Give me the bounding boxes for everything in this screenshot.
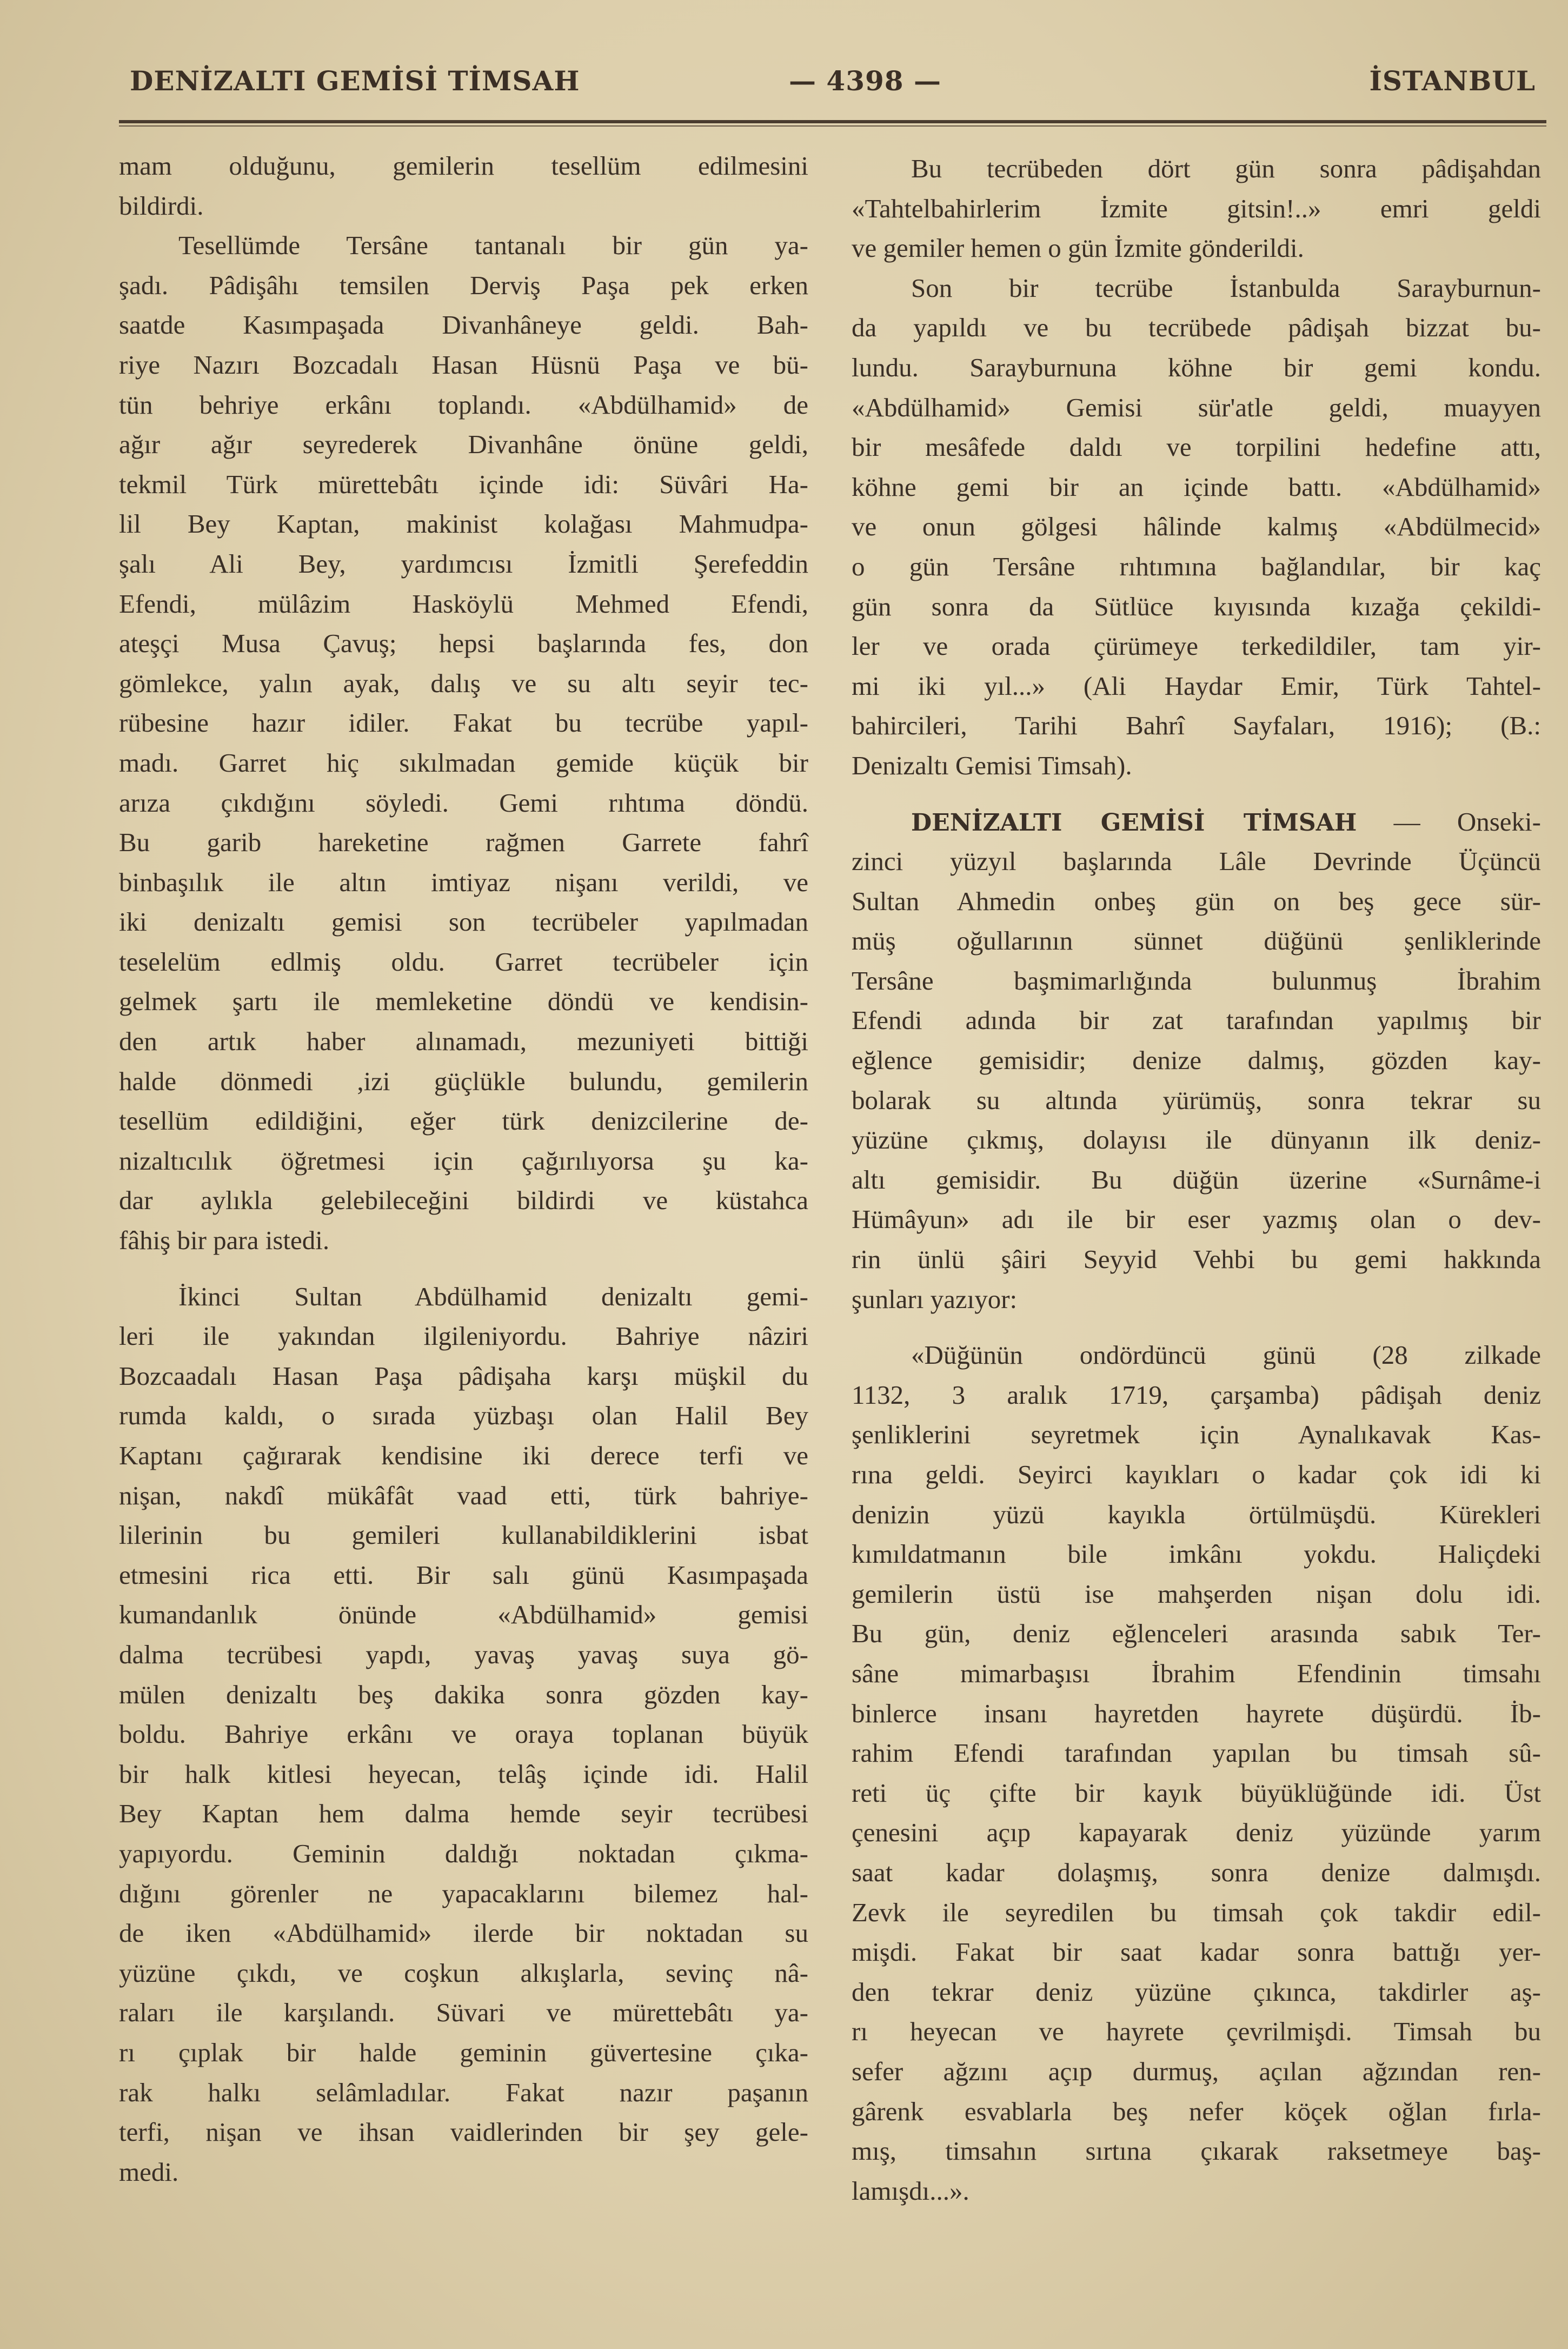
text-line: bir halk kitlesi heyecan, telâş içinde idi. Halil (119, 1759, 808, 1789)
text-line: rin ünlü şâiri Seyyid Vehbi bu gemi hakkında (852, 1244, 1541, 1275)
text-line: Son bir tecrübe İstanbulda Sarayburnun- (911, 273, 1541, 303)
text-line: Tesellümde Tersâne tantanalı bir gün ya- (178, 230, 808, 261)
text-line: «Düğünün ondördüncü günü (28 zilkade (911, 1340, 1541, 1370)
text-line: binbaşılık ile altın imtiyaz nişanı verildi, ve (119, 867, 808, 897)
text-line: Sultan Ahmedin onbeş gün on beş gece sür- (852, 886, 1541, 916)
entry-heading: DENİZALTI GEMİSİ TİMSAH (911, 808, 1357, 837)
text-line: kumandanlık önünde «Abdülhamid» gemisi (119, 1600, 808, 1630)
text-line: ve onun gölgesi hâlinde kalmış «Abdülmecid» (852, 512, 1541, 542)
text-line: Denizaltı Gemisi Timsah). (852, 750, 1132, 780)
text-line: da yapıldı ve bu tecrübede pâdişah bizzat bu- (852, 313, 1541, 343)
text-line: lil Bey Kaptan, makinist kolağası Mahmudpa- (119, 509, 808, 539)
text-line: köhne gemi bir an içinde battı. «Abdülhamid» (852, 472, 1541, 502)
text-line: Bu garib hareketine rağmen Garrete fahrî (119, 827, 808, 858)
paragraph (852, 268, 1541, 786)
text-line: teselelüm edlmiş oldu. Garret tecrübeler için (119, 946, 808, 977)
text-line: riye Nazırı Bozcadalı Hasan Hüsnü Paşa ve bü- (119, 349, 808, 380)
text-line: lilerinin bu gemileri kullanabildiklerini isbat (119, 1520, 808, 1550)
text-line: den artık haber alınamadı, mezuniyeti bittiği (119, 1026, 808, 1057)
text-line: gömlekce, yalın ayak, dalış ve su altı seyir tec- (119, 668, 808, 698)
text-line: Bu tecrübeden dört gün sonra pâdişahdan (911, 154, 1541, 183)
paragraph (852, 1335, 1541, 2211)
text-line: lamışdı...». (852, 2175, 969, 2206)
header-rule-thin (119, 125, 1546, 127)
page-number: — 4398 — (789, 65, 941, 97)
text-line: rına geldi. Seyirci kayıkları o kadar çok idi ki (852, 1459, 1541, 1489)
text-line: gün sonra da Sütlüce kıyısında kızağa çekildi- (852, 591, 1541, 621)
text-line: çenesini açıp kapayarak deniz yüzünde yarım (852, 1817, 1541, 1848)
text-line: rı heyecan ve hayrete çevrilmişdi. Timsah bu (852, 2016, 1541, 2047)
text-line: şalı Ali Bey, yardımcısı İzmitli Şerefeddin (119, 548, 808, 579)
text-line: Zevk ile seyredilen bu timsah çok takdir edil- (852, 1897, 1541, 1927)
running-header-section: İSTANBUL (1369, 65, 1536, 97)
text-line: rı çıplak bir halde geminin güvertesine çıka- (119, 2037, 808, 2067)
running-header-title: DENİZALTI GEMİSİ TİMSAH (130, 65, 580, 97)
text-line: reti üç çifte bir kayık büyüklüğünde idi. Üst (852, 1777, 1541, 1808)
text-line: müş oğullarının sünnet düğünü şenliklerinde (852, 926, 1541, 956)
text-line: eğlence gemisidir; denize dalmış, gözden kay- (852, 1045, 1541, 1076)
text-line: bahircileri, Tarihi Bahrî Sayfaları, 1916); (B.: (852, 711, 1541, 741)
text-line: rumda kaldı, o sırada yüzbaşı olan Halil Bey (119, 1401, 808, 1431)
text-line: denizin yüzü kayıkla örtülmüşdü. Kürekleri (852, 1499, 1541, 1529)
text-line: rak halkı selâmladılar. Fakat nazır paşanın (119, 2077, 808, 2107)
text-line: iki denizaltı gemisi son tecrübeler yapılmadan (119, 907, 808, 937)
text-line: sâne mimarbaşısı İbrahim Efendinin timsahı (852, 1658, 1541, 1688)
text-line: o gün Tersâne rıhtımına bağlandılar, bir kaç (852, 551, 1541, 581)
header-rule (119, 120, 1546, 123)
text-line: Bu gün, deniz eğlenceleri arasında sabık Ter- (852, 1618, 1541, 1649)
text-line: şadı. Pâdişâhı temsilen Derviş Paşa pek erken (119, 270, 808, 300)
text-line: 1132, 3 aralık 1719, çarşamba) pâdişah deniz (852, 1379, 1541, 1410)
text-line: dığını görenler ne yapacaklarını bilemez hal- (119, 1878, 808, 1908)
text-line: leri ile yakından ilgileniyordu. Bahriye nâziri (119, 1321, 808, 1351)
text-line: Bey Kaptan hem dalma hemde seyir tecrübesi (119, 1799, 808, 1829)
text-line: «Abdülhamid» Gemisi sür'atle geldi, muayyen (852, 392, 1541, 422)
text-line (852, 802, 1541, 842)
text-line: den tekrar deniz yüzüne çıkınca, takdirler aş- (852, 1976, 1541, 2007)
right-column (852, 149, 1541, 2211)
text-line: terfi, nişan ve ihsan vaidlerinden bir şey gele- (119, 2117, 808, 2147)
text-line: rahim Efendi tarafından yapılan bu timsah sû- (852, 1738, 1541, 1768)
text-line: «Tahtelbahirlerim İzmite gitsin!..» emri geldi (852, 193, 1541, 223)
text-line: yüzüne çıkmış, dolayısı ile dünyanın ilk deniz- (852, 1125, 1541, 1155)
text-line: ateşçi Musa Çavuş; hepsi başlarında fes, don (119, 628, 808, 659)
paragraph (852, 802, 1541, 1319)
text-line: arıza çıkdığını söyledi. Gemi rıhtıma döndü. (119, 787, 808, 818)
text-line: tesellüm edildiğini, eğer türk denizcilerine de- (119, 1106, 808, 1136)
text-line: Efendi, mülâzim Hasköylü Mehmed Efendi, (119, 588, 808, 619)
text-line: mülen denizaltı beş dakika sonra gözden kay- (119, 1679, 808, 1709)
text-line: boldu. Bahriye erkânı ve oraya toplanan büyük (119, 1719, 808, 1749)
text-line: şunları yazıyor: (852, 1284, 1018, 1314)
text-line: ve gemiler hemen o gün İzmite gönderildi. (852, 233, 1304, 263)
text-line: tün behriye erkânı toplandı. «Abdülhamid» de (119, 389, 808, 420)
text-line: bolarak su altında yürümüş, sonra tekrar su (852, 1085, 1541, 1115)
text-line: mi iki yıl...» (Ali Haydar Emir, Türk Tahtel- (852, 671, 1541, 701)
text-line: mış, timsahın sırtına çıkarak raksetmeye baş- (852, 2136, 1541, 2166)
text-line: binlerce insanı hayretden hayrete düşürdü. İb- (852, 1698, 1541, 1728)
text-line: kımıldatmanın bile imkânı yokdu. Haliçdeki (852, 1539, 1541, 1569)
text-line: gelmek şartı ile memleketine döndü ve kendisin- (119, 986, 808, 1017)
text-line: saat kadar dolaşmış, sonra denize dalmışdı. (852, 1857, 1541, 1887)
text-line: medi. (119, 2156, 179, 2187)
text-line: İkinci Sultan Abdülhamid denizaltı gemi- (178, 1281, 808, 1311)
text-line: halde dönmedi ,izi güçlükle bulundu, gemilerin (119, 1066, 808, 1096)
text-line: bildirdi. (119, 190, 204, 221)
text-line: ağır ağır seyrederek Divanhâne önüne geldi, (119, 429, 808, 460)
text-line: Hümâyun» adı ile bir eser yazmış olan o dev- (852, 1204, 1541, 1235)
text-line: madı. Garret hiç sıkılmadan gemide küçük bir (119, 747, 808, 778)
paragraph (119, 146, 808, 225)
text-line: mişdi. Fakat bir saat kadar sonra battığı yer- (852, 1937, 1541, 1967)
paragraph (119, 225, 808, 1260)
text-line: mam olduğunu, gemilerin tesellüm edilmesini (119, 151, 808, 181)
text-line: saatde Kasımpaşada Divanhâneye geldi. Bah- (119, 310, 808, 340)
text-line: gemilerin üstü ise mahşerden nişan dolu idi. (852, 1578, 1541, 1609)
text-line: nizaltıcılık öğretmesi için çağırılıyorsa şu ka- (119, 1145, 808, 1176)
text-line: dar aylıkla gelebileceğini bildirdi ve küstahca (119, 1185, 808, 1216)
text-line: rübesine hazır idiler. Fakat bu tecrübe yapıl- (119, 708, 808, 738)
text-line: Tersâne başmimarlığında bulunmuş İbrahim (852, 965, 1541, 996)
text-line: şenliklerini seyretmek için Aynalıkavak Kas- (852, 1419, 1541, 1450)
text-line-rest: — Onseki- (1357, 806, 1541, 837)
text-line: Bozcaadalı Hasan Paşa pâdişaha karşı müşkil du (119, 1361, 808, 1391)
text-line: zinci yüzyıl başlarında Lâle Devrinde Üçüncü (852, 846, 1541, 877)
paragraph (119, 1277, 808, 2192)
text-line: tekmil Türk mürettebâtı içinde idi: Süvâri Ha- (119, 469, 808, 499)
text-line: lundu. Sarayburnuna köhne bir gemi kondu. (852, 352, 1541, 382)
text-line: de iken «Abdülhamid» ilerde bir noktadan su (119, 1918, 808, 1948)
left-column (119, 146, 808, 2192)
text-line: bir mesâfede daldı ve torpilini hedefine attı, (852, 432, 1541, 462)
text-line: altı gemisidir. Bu düğün üzerine «Surnâme-i (852, 1164, 1541, 1195)
text-line: ler ve orada çürümeye terkedildiler, tam yir- (852, 631, 1541, 661)
text-line: etmesini rica etti. Bir salı günü Kasımpaşada (119, 1560, 808, 1590)
text-line: dalma tecrübesi yapdı, yavaş yavaş suya gö- (119, 1639, 808, 1669)
text-line: yüzüne çıkdı, ve coşkun alkışlarla, sevinç nâ- (119, 1958, 808, 1988)
text-line: sefer ağzını açıp durmuş, açılan ağzından ren- (852, 2056, 1541, 2086)
text-line: fâhiş bir para istedi. (119, 1225, 330, 1256)
text-line: Kaptanı çağırarak kendisine iki derece terfi ve (119, 1441, 808, 1470)
text-line: yapıyordu. Geminin daldığı noktadan çıkma- (119, 1838, 808, 1868)
paragraph (852, 149, 1541, 268)
text-line: raları ile karşılandı. Süvari ve mürettebâtı ya- (119, 1998, 808, 2028)
text-line: nişan, nakdî mükâfât vaad etti, türk bahriye- (119, 1480, 808, 1510)
text-line: Efendi adında bir zat tarafından yapılmış bir (852, 1005, 1541, 1036)
text-line: gârenk esvablarla beş nefer köçek oğlan fırla- (852, 2096, 1541, 2126)
